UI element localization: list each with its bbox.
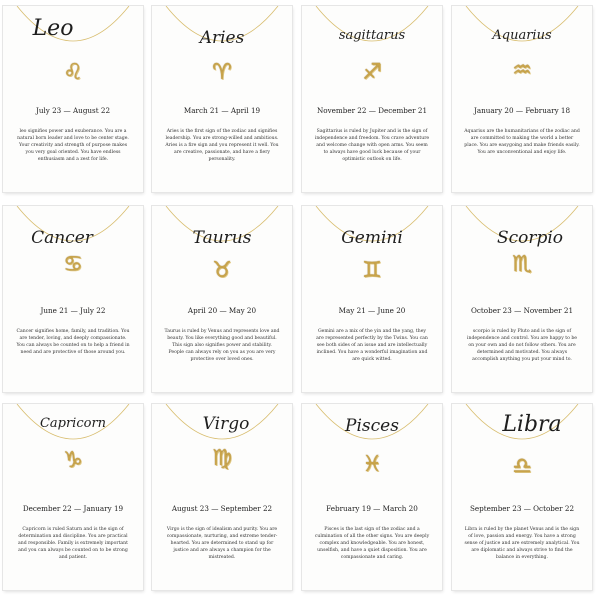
card-sagittarius: [302, 6, 442, 192]
card-description: Aries is the first sign of the zodiac and signifies leadership. You are strong-willed and ambitious. Aries is a fire sign and you represent it well. You are creative, passionate, and have a fiery personality.: [165, 129, 279, 162]
pisces-pendant-icon: ♓: [362, 452, 382, 477]
card-dates: July 23 — August 22: [35, 106, 111, 115]
card-capricorn: [3, 404, 143, 590]
card-dates: September 23 — October 22: [469, 504, 575, 513]
scorpio-pendant-icon: ♏: [512, 252, 532, 277]
card-title: Leo: [32, 16, 74, 41]
card-title: Libra: [502, 412, 562, 437]
card-title: Scorpio: [496, 228, 564, 248]
card-description: leo signifies power and exuberance. You are a natural born leader and love to be center stage. Your creativity and strength of purpose makes you very goal oriented. You have endless enthusiasm and a zest for life.: [17, 129, 129, 162]
card-description: Pisces is the last sign of the zodiac and a culmination of all the other signs. You are deeply complex and knowledgeable. You are honest, unselfish, and have a quiet disposition. You are compassionate and caring.: [314, 527, 430, 560]
card-aquarius: [452, 6, 592, 192]
card-virgo: [152, 404, 292, 590]
card-cancer: [3, 206, 143, 392]
card-pisces: [302, 404, 442, 590]
sagittarius-pendant-icon: ♐: [362, 60, 382, 85]
card-description: Aquarius are the humanitarians of the zodiac and are committed to making the world a better place. You are easygoing and make friends easily. You are unconventional and enjoy life.: [464, 129, 580, 155]
card-dates: August 23 — September 22: [171, 504, 273, 513]
card-description: Gemini are a mix of the yin and the yang, they are represented perfectly by the Twins. You can see both sides of an issue and are intellectually inclined. You have a wonderful imagination and are quick witted.: [316, 329, 428, 362]
virgo-pendant-icon: ♍: [212, 446, 232, 471]
card-description: Sagittarius is ruled by Jupiter and is the sign of independence and freedom. You crave adventure and welcome change with open arms. You seem to always have good luck because of your optimistic outlook on life.: [314, 129, 430, 162]
card-gemini: [302, 206, 442, 392]
card-dates: February 19 — March 20: [326, 504, 418, 513]
card-title: Aries: [199, 28, 245, 48]
card-dates: June 21 — July 22: [40, 306, 106, 315]
card-title: Capricorn: [39, 416, 107, 431]
card-description: Libra is ruled by the planet Venus and is the sign of love, passion and energy. You have a strong sense of justice and are extremely analytical. You are diplomatic and always strive to find the balance in everything.: [464, 527, 580, 560]
card-dates: April 20 — May 20: [187, 306, 257, 315]
taurus-pendant-icon: ♉: [212, 258, 232, 283]
card-description: Taurus is ruled by Venus and represents love and beauty. You like everything good and beautiful. This sign also signifies power and stability. People can always rely on you as you are very protective over loved ones.: [164, 329, 280, 362]
card-title: Gemini: [341, 228, 403, 248]
card-title: Virgo: [202, 414, 250, 434]
libra-pendant-icon: ♎: [512, 454, 532, 479]
card-description: Cancer signifies home, family, and tradition. You are tender, loving, and deeply compassionate. You can always be counted on to help a friend in need and are protective of those around you.: [16, 329, 130, 355]
card-dates: November 22 — December 21: [316, 106, 428, 115]
leo-pendant-icon: ♌: [63, 60, 83, 85]
card-libra: [452, 404, 592, 590]
card-leo: [3, 6, 143, 192]
card-title: Aquarius: [492, 28, 552, 43]
aries-pendant-icon: ♈: [212, 60, 232, 85]
card-dates: January 20 — February 18: [473, 106, 571, 115]
card-aries: [152, 6, 292, 192]
card-description: Capricorn is ruled Saturn and is the sign of determination and discipline. You are practical and responsible. Family is extremely important and you can always be counted on to be strong and patient.: [18, 527, 128, 560]
card-description: Virgo is the sign of idealism and purity. You are compassionate, nurturing, and extreme tender-hearted. You are determined to stand up for justice and are always a champion for the mistreated.: [166, 527, 278, 560]
card-dates: December 22 — January 19: [22, 504, 124, 513]
card-scorpio: [452, 206, 592, 392]
card-title: sagittarus: [338, 28, 406, 43]
card-dates: October 23 — November 21: [470, 306, 574, 315]
card-title: Taurus: [192, 228, 252, 248]
gemini-pendant-icon: ♊: [362, 258, 382, 283]
card-dates: May 21 — June 20: [338, 306, 406, 315]
cancer-pendant-icon: ♋: [63, 252, 83, 277]
card-dates: March 21 — April 19: [183, 106, 261, 115]
card-description: scorpio is ruled by Pluto and is the sign of independence and control. You are happy to be on your own and do not follow others. You are determined and motivated. You always accomplish anything you put your mind to.: [467, 329, 577, 362]
card-title: Pisces: [345, 416, 399, 436]
card-taurus: [152, 206, 292, 392]
aquarius-pendant-icon: ♒: [512, 58, 532, 83]
card-title: Cancer: [31, 228, 93, 248]
capricorn-pendant-icon: ♑: [63, 448, 83, 473]
